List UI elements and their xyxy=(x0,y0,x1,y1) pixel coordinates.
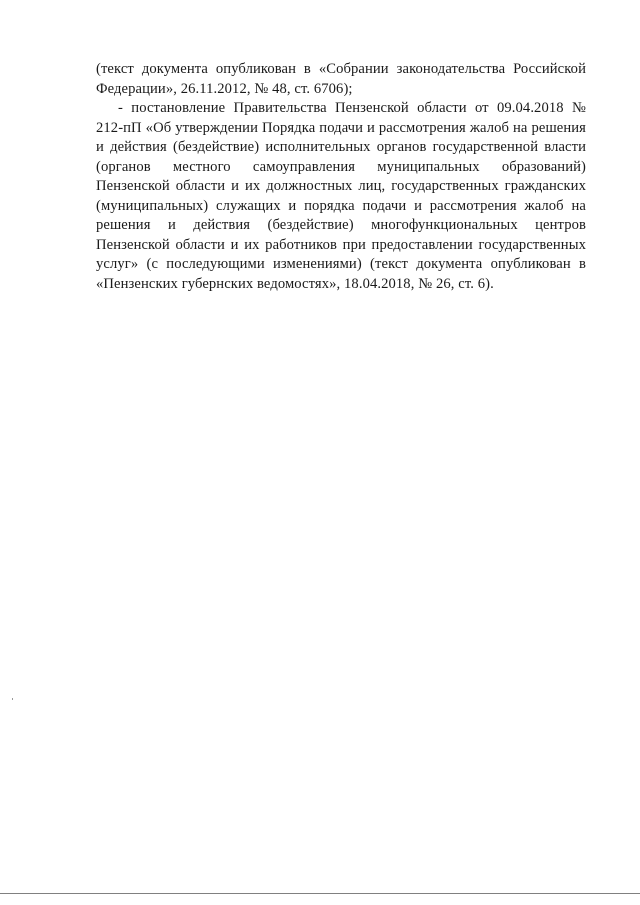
document-line-7: Пензенской области и их должностных лиц, государственных гражданских xyxy=(96,178,586,194)
document-line-2: Федерации», 26.11.2012, № 48, ст. 6706); xyxy=(96,80,353,97)
document-line-5: и действия (бездействие) исполнительных органов государственной власти xyxy=(96,139,586,155)
scan-speck xyxy=(12,698,13,700)
document-line-4: 212-пП «Об утверждении Порядка подачи и рассмотрения жалоб на решения xyxy=(96,119,586,136)
document-line-3: - постановление Правительства Пензенской области от 09.04.2018 № xyxy=(118,100,586,116)
document-line-8: (муниципальных) служащих и порядка подачи и рассмотрения жалоб на xyxy=(96,197,586,214)
document-line-6: (органов местного самоуправления муниципальных образований) xyxy=(96,158,586,175)
document-body xyxy=(96,60,586,294)
document-line-9: решения и действия (бездействие) многофункциональных центров xyxy=(96,217,586,233)
document-line-11: услуг» (с последующими изменениями) (текст документа опубликован в xyxy=(96,256,586,272)
document-line-10: Пензенской области и их работников при предоставлении государственных xyxy=(96,236,586,253)
document-line-12: «Пензенских губернских ведомостях», 18.04.2018, № 26, ст. 6). xyxy=(96,275,494,292)
document-line-1: (текст документа опубликован в «Собрании законодательства Российской xyxy=(96,61,586,77)
page-bottom-edge xyxy=(0,893,640,894)
